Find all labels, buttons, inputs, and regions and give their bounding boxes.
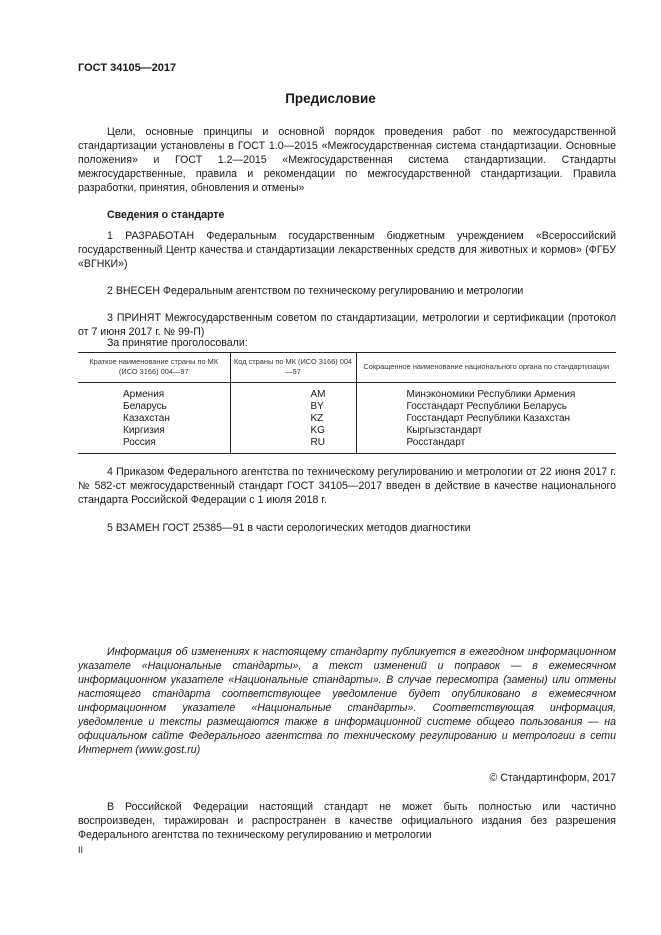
item-3-paragraph: 3 ПРИНЯТ Межгосударственным советом по стандартизации, метрологии и сертификации (протокол от 7 июня 2017 г. № 99-П) — [78, 312, 616, 338]
table-cell-organ: Госстандарт Республики Казахстан — [356, 413, 616, 425]
table-cell-country: Казахстан — [123, 413, 170, 424]
table-cell-country: Беларусь — [123, 401, 167, 412]
table-header-organ: Сокращенное наименование национального органа по стандартизации — [356, 353, 616, 383]
page-number: II — [78, 845, 84, 855]
table-header-row — [78, 353, 616, 383]
section-subheading: Сведения о стандарте — [107, 209, 225, 221]
item-5-paragraph: 5 ВЗАМЕН ГОСТ 25385—91 в части серологических методов диагностики — [107, 522, 471, 534]
table-row — [78, 425, 616, 437]
table-header-country: Краткое наименование страны по МК (ИСО 3166) 004—97 — [78, 353, 230, 383]
table-cell-code: KZ — [230, 413, 356, 425]
table-cell-organ: Минэкономики Республики Армения — [356, 383, 616, 402]
table-row — [78, 437, 616, 454]
changes-info-paragraph: Информация об изменениях к настоящему стандарту публикуется в ежегодном информационном указателе «Национальные стандарты», а текст изменений и поправок — в ежемесячном информационном указателе «Национальные стандарты». В случае пересмотра (замены) или отмены настоящего стандарта соответствующее уведомление будет опубликовано в ежемесячном информационном указателе «Национальные стандарты». Соответствующая информация, уведомление и тексты размещаются также в информационной системе общего пользования — на официальном сайте Федерального агентства по техническому регулированию и метрологии в сети Интернет (www.gost.ru) — [78, 646, 616, 756]
table-cell-code: KG — [230, 425, 356, 437]
item-1-paragraph: 1 РАЗРАБОТАН Федеральным государственным бюджетным учреждением «Всероссийский государственный Центр качества и стандартизации лекарственных средств для животных и кормов» (ФГБУ «ВГНКИ») — [78, 230, 616, 270]
item-4-paragraph: 4 Приказом Федерального агентства по техническому регулированию и метрологии от 22 июня 2017 г. № 582-ст межгосударственный стандарт ГОСТ 34105—2017 введен в действие в качестве национального стандарта Российской Федерации с 1 июля 2018 г. — [78, 466, 616, 506]
table-cell-country: Киргизия — [123, 425, 165, 436]
table-row — [78, 413, 616, 425]
table-cell-country: Армения — [123, 389, 165, 400]
table-cell-organ: Росстандарт — [356, 437, 616, 454]
table-cell-code: BY — [230, 401, 356, 413]
table-cell-code: AM — [230, 383, 356, 402]
table-row — [78, 401, 616, 413]
table-cell-country: Россия — [78, 437, 230, 454]
document-header: ГОСТ 34105—2017 — [78, 62, 177, 74]
copyright-notice: © Стандартинформ, 2017 — [489, 772, 616, 784]
table-row — [78, 383, 616, 402]
intro-paragraph: Цели, основные принципы и основной порядок проведения работ по межгосударственной стандартизации установлены в ГОСТ 1.0—2015 «Межгосударственная система стандартизации. Основные положения» и ГОСТ 1.2—2015 «Межгосударственная система стандартизации. Стандарты межгосударственные, правила и рекомендации по межгосударственной стандартизации. Правила разработки, принятия, обновления и отмены» — [78, 126, 616, 194]
page-title: Предисловие — [285, 91, 376, 106]
voted-label: За принятие проголосовали: — [107, 337, 248, 349]
item-2-paragraph: 2 ВНЕСЕН Федеральным агентством по техническому регулированию и метрологии — [107, 285, 524, 297]
table-cell-code: RU — [230, 437, 356, 454]
table-cell-organ: Госстандарт Республики Беларусь — [356, 401, 616, 413]
table-header-code: Код страны по МК (ИСО 3166) 004—97 — [230, 353, 356, 383]
table-cell-organ: Кыргызстандарт — [356, 425, 616, 437]
legal-notice: В Российской Федерации настоящий стандарт не может быть полностью или частично воспроизведен, тиражирован и распространен в качестве официального издания без разрешения Федерального агентства по техническому регулированию и метрологии — [78, 801, 616, 841]
voting-table — [78, 352, 616, 454]
